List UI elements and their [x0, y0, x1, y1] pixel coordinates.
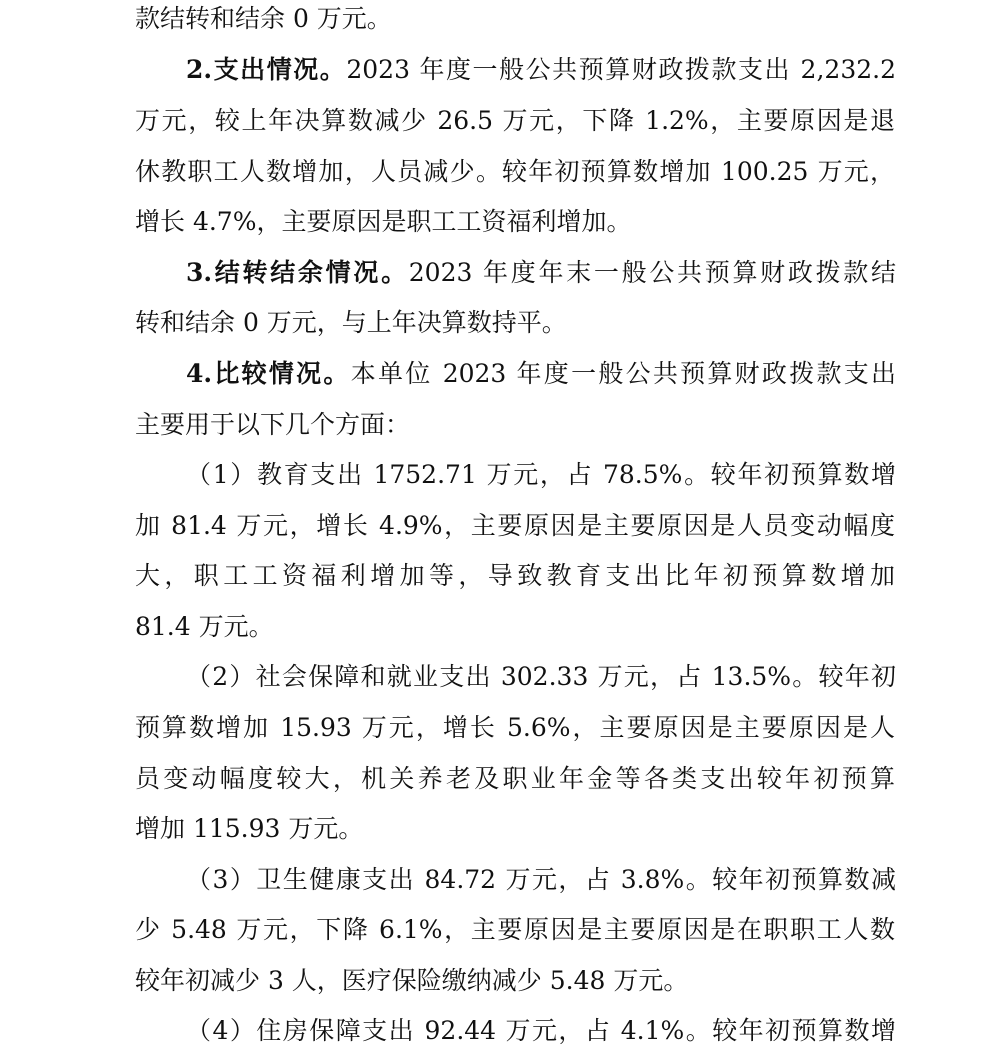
text-line-21: [186, 1013, 896, 1063]
text-line-3: [135, 103, 895, 153]
text-run: （1）教育支出 1752.71 万元，占 78.5%。较年初预算数增: [186, 460, 896, 489]
section-heading-comparison: 4.比较情况。: [186, 359, 351, 388]
text-run: 万元，较上年决算数减少 26.5 万元，下降 1.2%，主要原因是退: [135, 106, 895, 135]
text-run: 少 5.48 万元，下降 6.1%，主要原因是主要原因是在职职工人数: [135, 915, 895, 944]
text-run: 2023 年度年末一般公共预算财政拨款结: [408, 258, 896, 287]
text-line-18: [186, 862, 896, 912]
text-run: （2）社会保障和就业支出 302.33 万元，占 13.5%。较年初: [186, 662, 896, 691]
text-line-7: [135, 305, 895, 355]
text-line-19: [135, 912, 895, 962]
text-run: 增长 4.7%，主要原因是职工工资福利增加。: [135, 207, 632, 236]
text-run: （3）卫生健康支出 84.72 万元，占 3.8%。较年初预算数减: [186, 865, 896, 894]
text-run: 本单位 2023 年度一般公共预算财政拨款支出: [350, 359, 896, 388]
text-line-12: [135, 558, 895, 608]
text-run: 主要用于以下几个方面：: [135, 410, 411, 439]
text-run: 转和结余 0 万元，与上年决算数持平。: [135, 308, 567, 337]
text-run: 款结转和结余 0 万元。: [135, 4, 392, 33]
text-run: 较年初减少 3 人，医疗保险缴纳减少 5.48 万元。: [135, 966, 689, 995]
text-line-11: [135, 508, 895, 558]
section-heading-expenditure: 2.支出情况。: [186, 55, 347, 84]
text-run: 增加 115.93 万元。: [135, 814, 364, 843]
text-line-9: [135, 407, 895, 457]
text-line-4: [135, 154, 895, 204]
text-line-20: [135, 963, 895, 1013]
text-line-5: [135, 204, 895, 254]
text-line-13: [135, 609, 895, 659]
text-run: 2023 年度一般公共预算财政拨款支出 2,232.2: [346, 55, 896, 84]
text-run: 员变动幅度较大，机关养老及职业年金等各类支出较年初预算: [135, 764, 895, 793]
text-line-2: [186, 52, 896, 102]
text-line-15: [135, 710, 895, 760]
section-heading-balance: 3.结转结余情况。: [186, 258, 409, 287]
text-run: 加 81.4 万元，增长 4.9%，主要原因是主要原因是人员变动幅度: [135, 511, 895, 540]
text-line-10: [186, 457, 896, 507]
text-run: 81.4 万元。: [135, 612, 274, 641]
text-run: 预算数增加 15.93 万元，增长 5.6%，主要原因是主要原因是人: [135, 713, 895, 742]
text-line-1: [135, 1, 895, 51]
text-run: （4）住房保障支出 92.44 万元，占 4.1%。较年初预算数增: [186, 1016, 896, 1045]
text-run: 大，职工工资福利增加等，导致教育支出比年初预算数增加: [135, 561, 895, 590]
text-line-6: [186, 255, 896, 305]
text-line-14: [186, 659, 896, 709]
text-line-16: [135, 761, 895, 811]
text-run: 休教职工人数增加，人员减少。较年初预算数增加 100.25 万元，: [135, 157, 895, 186]
text-line-8: [186, 356, 896, 406]
text-line-17: [135, 811, 895, 861]
